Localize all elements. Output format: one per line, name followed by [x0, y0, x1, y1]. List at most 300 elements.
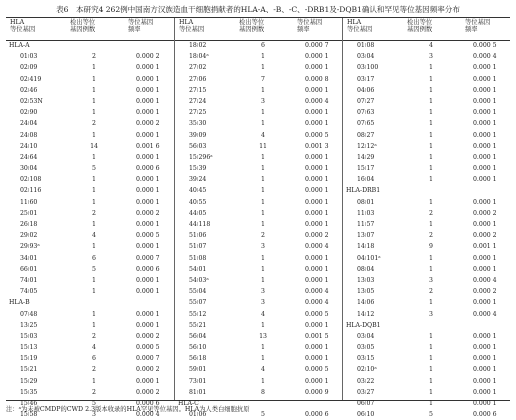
count-cell: 1 [429, 388, 433, 396]
allele-cell: 08∶04 [357, 265, 375, 273]
frequency-cell: 0.000 1 [473, 142, 497, 150]
allele-cell: 73∶01 [189, 377, 207, 385]
allele-cell: 51∶07 [189, 243, 207, 251]
table-row [343, 74, 511, 85]
table-row [175, 297, 343, 308]
count-cell: 5 [429, 411, 433, 419]
count-cell: 1 [429, 366, 433, 374]
count-cell: 1 [92, 243, 96, 251]
frequency-cell: 0.000 1 [136, 131, 160, 139]
allele-cell: 55∶21 [189, 321, 207, 329]
allele-cell: 51∶08 [189, 254, 207, 262]
count-cell: 3 [261, 243, 265, 251]
count-cell: 1 [261, 276, 265, 284]
allele-cell: 08∶01 [357, 198, 375, 206]
header-count: 检出等位 基因例数 [70, 19, 96, 34]
count-cell: 1 [92, 377, 96, 385]
count-cell: 1 [92, 176, 96, 184]
frequency-cell: 0.000 1 [136, 198, 160, 206]
frequency-cell: 0.000 1 [473, 344, 497, 352]
allele-cell: 03∶04 [357, 53, 375, 61]
allele-cell: 02∶116 [20, 187, 42, 195]
count-cell: 2 [92, 53, 96, 61]
header-allele: HLA 等位基因 [179, 19, 205, 34]
frequency-cell: 0.000 1 [473, 299, 497, 307]
allele-cell: 18∶04ᵃ [189, 53, 209, 61]
table-row [343, 286, 511, 297]
table-row [343, 241, 511, 252]
allele-cell: 55∶07 [189, 299, 207, 307]
header-allele: HLA 等位基因 [10, 19, 36, 34]
count-cell: 1 [261, 187, 265, 195]
frequency-cell: 0.000 4 [305, 299, 329, 307]
allele-cell: 55∶12 [189, 310, 207, 318]
allele-cell: 27∶15 [189, 86, 207, 94]
table-row [6, 342, 174, 353]
count-cell: 4 [261, 366, 265, 374]
allele-cell: 14∶18 [357, 243, 375, 251]
table-row [175, 74, 343, 85]
allele-cell: 13∶05 [357, 288, 375, 296]
table-row [6, 197, 174, 208]
allele-cell: 13∶07 [357, 232, 375, 240]
table-row [175, 62, 343, 73]
allele-cell: 74∶01 [20, 276, 38, 284]
frequency-cell: 0.000 1 [473, 165, 497, 173]
frequency-cell: 0.001 3 [305, 142, 329, 150]
table-row [6, 264, 174, 275]
allele-cell: 27∶06 [189, 75, 207, 83]
frequency-cell: 0.000 1 [305, 198, 329, 206]
allele-cell: 27∶24 [189, 97, 207, 105]
frequency-cell: 0.000 1 [473, 75, 497, 83]
allele-cell: 74∶05 [20, 288, 38, 296]
count-cell: 2 [429, 288, 433, 296]
frequency-cell: 0.000 1 [473, 388, 497, 396]
frequency-cell: 0.000 7 [136, 355, 160, 363]
count-cell: 7 [261, 75, 265, 83]
frequency-cell: 0.000 2 [136, 332, 160, 340]
frequency-cell: 0.000 9 [305, 388, 329, 396]
frequency-cell: 0.000 2 [136, 53, 160, 61]
count-cell: 4 [261, 131, 265, 139]
table-row [6, 241, 174, 252]
locus-label: HLA-DQB1 [346, 321, 381, 329]
allele-cell: 07∶63 [357, 109, 375, 117]
frequency-cell: 0.000 1 [305, 187, 329, 195]
table-row [6, 219, 174, 230]
count-cell: 1 [261, 321, 265, 329]
allele-cell: 02∶53N [20, 97, 43, 105]
allele-cell: 02∶90 [20, 109, 38, 117]
frequency-cell: 0.000 1 [305, 120, 329, 128]
count-cell: 2 [92, 388, 96, 396]
table-row [6, 62, 174, 73]
allele-cell: 03∶04 [357, 332, 375, 340]
allele-cell: 27∶25 [189, 109, 207, 117]
allele-cell: 07∶65 [357, 120, 375, 128]
allele-cell: 51∶06 [189, 232, 207, 240]
allele-cell: 15∶296ᵃ [189, 153, 213, 161]
frequency-cell: 0.000 2 [473, 209, 497, 217]
allele-cell: 15∶03 [20, 332, 38, 340]
count-cell: 6 [92, 254, 96, 262]
table-row [175, 208, 343, 219]
frequency-cell: 0.000 1 [473, 198, 497, 206]
frequency-cell: 0.000 4 [136, 411, 160, 419]
count-cell: 2 [92, 120, 96, 128]
table-row [6, 331, 174, 342]
count-cell: 2 [92, 332, 96, 340]
count-cell: 1 [429, 109, 433, 117]
allele-cell: 12∶12ᵃ [357, 142, 377, 150]
table-row [343, 297, 511, 308]
table-row [6, 163, 174, 174]
count-cell: 1 [261, 254, 265, 262]
frequency-cell: 0.000 1 [473, 64, 497, 72]
locus-label: HLA-DRB1 [346, 187, 381, 195]
frequency-cell: 0.000 1 [473, 97, 497, 105]
frequency-cell: 0.000 1 [473, 86, 497, 94]
count-cell: 1 [261, 53, 265, 61]
frequency-cell: 0.000 1 [136, 97, 160, 105]
column-rows [175, 40, 343, 420]
count-cell: 1 [261, 86, 265, 94]
allele-cell: 03∶15 [357, 355, 375, 363]
table-row [175, 320, 343, 331]
allele-cell: 55∶04 [189, 288, 207, 296]
table-row [175, 185, 343, 196]
count-cell: 1 [261, 165, 265, 173]
count-cell: 1 [429, 64, 433, 72]
count-cell: 6 [261, 42, 265, 49]
table-row [175, 51, 343, 62]
frequency-cell: 0.000 1 [136, 187, 160, 195]
count-cell: 1 [429, 120, 433, 128]
allele-cell: 02∶108 [20, 176, 42, 184]
allele-cell: 06∶07 [357, 400, 375, 407]
allele-cell: 03∶05 [357, 344, 375, 352]
frequency-cell: 0.000 2 [136, 209, 160, 217]
table-row [175, 174, 343, 185]
table-row [343, 219, 511, 230]
count-cell: 1 [429, 332, 433, 340]
allele-cell: 11∶60 [20, 198, 38, 206]
frequency-cell: 0.000 1 [305, 355, 329, 363]
count-cell: 1 [92, 153, 96, 161]
allele-cell: 15∶39 [189, 165, 207, 173]
allele-cell: 01∶06 [189, 411, 207, 419]
table-row [343, 51, 511, 62]
allele-cell: 15∶46 [20, 400, 38, 407]
table-row [343, 387, 511, 398]
count-cell: 3 [429, 276, 433, 284]
allele-cell: 06∶10 [357, 411, 375, 419]
count-cell: 1 [92, 221, 96, 228]
count-cell: 8 [261, 388, 265, 396]
table-row [175, 107, 343, 118]
frequency-cell: 0.000 1 [136, 153, 160, 161]
table-row [6, 152, 174, 163]
locus-group-row [343, 185, 511, 196]
count-cell: 1 [429, 198, 433, 206]
header-frequency: 等位基因 频率 [465, 19, 491, 34]
frequency-cell: 0.000 6 [136, 265, 160, 273]
table-row [343, 85, 511, 96]
count-cell: 1 [261, 209, 265, 217]
frequency-cell: 0.000 1 [136, 276, 160, 284]
frequency-cell: 0.000 1 [136, 243, 160, 251]
frequency-cell: 0.000 1 [136, 64, 160, 72]
allele-cell: 29∶02 [20, 232, 38, 240]
table-row [343, 353, 511, 364]
frequency-cell: 0.000 4 [305, 97, 329, 105]
count-cell: 1 [261, 64, 265, 72]
count-cell: 4 [429, 42, 433, 49]
table-row [175, 241, 343, 252]
allele-cell: 18∶02 [189, 42, 207, 49]
count-cell: 3 [429, 53, 433, 61]
table-row [343, 163, 511, 174]
table-row [6, 309, 174, 320]
count-cell: 13 [259, 332, 267, 340]
count-cell: 1 [92, 64, 96, 72]
frequency-cell: 0.000 1 [136, 377, 160, 385]
table-row [175, 253, 343, 264]
frequency-cell: 0.000 5 [305, 366, 329, 374]
table-row [6, 74, 174, 85]
count-cell: 2 [92, 366, 96, 374]
allele-cell: 03∶100 [357, 64, 379, 72]
table-row [6, 141, 174, 152]
column-header [6, 18, 174, 40]
frequency-cell: 0.000 4 [305, 288, 329, 296]
table-row [175, 152, 343, 163]
frequency-cell: 0.000 6 [473, 411, 497, 419]
table-row [175, 197, 343, 208]
allele-cell: 02∶09 [20, 64, 38, 72]
table-row [343, 376, 511, 387]
table-row [6, 118, 174, 129]
allele-cell: 56∶10 [189, 344, 207, 352]
allele-cell: 39∶09 [189, 131, 207, 139]
frequency-cell: 0.000 1 [305, 153, 329, 161]
count-cell: 1 [429, 344, 433, 352]
table-row [343, 152, 511, 163]
table-row [175, 118, 343, 129]
frequency-cell: 0.000 1 [305, 221, 329, 228]
allele-cell: 54∶01 [189, 265, 207, 273]
frequency-cell: 0.001 6 [136, 142, 160, 150]
table-row [175, 130, 343, 141]
table-row [175, 85, 343, 96]
table-row [175, 264, 343, 275]
table-row [175, 96, 343, 107]
frequency-cell: 0.000 4 [473, 276, 497, 284]
allele-cell: 04∶101ᵃ [357, 254, 381, 262]
table-row [343, 107, 511, 118]
table-row [175, 364, 343, 375]
allele-cell: 27∶02 [189, 64, 207, 72]
table-column-3 [342, 18, 511, 419]
allele-cell: 15∶13 [20, 344, 38, 352]
frequency-cell: 0.000 2 [305, 232, 329, 240]
allele-cell: 24∶10 [20, 142, 38, 150]
table-row [175, 40, 343, 51]
allele-cell: 07∶48 [20, 310, 38, 318]
count-cell: 2 [429, 209, 433, 217]
frequency-cell: 0.000 7 [136, 254, 160, 262]
count-cell: 11 [259, 142, 267, 150]
frequency-cell: 0.000 1 [473, 265, 497, 273]
table-row [343, 208, 511, 219]
count-cell: 1 [429, 377, 433, 385]
count-cell: 1 [92, 109, 96, 117]
table-row [343, 342, 511, 353]
count-cell: 3 [261, 288, 265, 296]
frequency-cell: 0.000 1 [136, 86, 160, 94]
table-row [343, 253, 511, 264]
frequency-cell: 0.000 1 [136, 176, 160, 184]
allele-cell: 15∶19 [20, 355, 38, 363]
allele-cell: 39∶24 [189, 176, 207, 184]
allele-cell: 40∶45 [189, 187, 207, 195]
allele-cell: 11∶57 [357, 221, 375, 228]
table-row [6, 320, 174, 331]
allele-cell: 02∶46 [20, 86, 38, 94]
count-cell: 1 [92, 321, 96, 329]
table-row [6, 230, 174, 241]
table-footnote: 注：ᵃ为未被CMDP的CWD 2.3版本收录的HLA罕见等位基因。HLA为人类白细胞抗原 [6, 406, 250, 413]
table-row [6, 96, 174, 107]
table-row [343, 197, 511, 208]
table-row [6, 174, 174, 185]
frequency-cell: 0.000 5 [305, 131, 329, 139]
allele-cell: 24∶04 [20, 120, 38, 128]
table-row [343, 309, 511, 320]
allele-cell: 03∶27 [357, 388, 375, 396]
count-cell: 6 [92, 355, 96, 363]
table-column-2 [174, 18, 343, 419]
allele-cell: 08∶27 [357, 131, 375, 139]
table-row [6, 253, 174, 264]
allele-cell: 24∶64 [20, 153, 38, 161]
locus-group-row [6, 40, 174, 51]
allele-cell: 56∶18 [189, 355, 207, 363]
header-frequency: 等位基因 频率 [128, 19, 154, 34]
count-cell: 1 [429, 265, 433, 273]
count-cell: 2 [261, 232, 265, 240]
frequency-cell: 0.000 1 [136, 109, 160, 117]
count-cell: 1 [429, 400, 433, 407]
frequency-cell: 0.000 1 [473, 366, 497, 374]
frequency-cell: 0.000 1 [305, 276, 329, 284]
count-cell: 14 [90, 142, 98, 150]
count-cell: 1 [261, 198, 265, 206]
allele-cell: 13∶03 [357, 276, 375, 284]
count-cell: 1 [261, 221, 265, 228]
allele-cell: 14∶12 [357, 310, 375, 318]
frequency-cell: 0.000 5 [305, 310, 329, 318]
frequency-cell: 0.000 1 [473, 377, 497, 385]
frequency-cell: 0.000 1 [305, 344, 329, 352]
frequency-cell: 0.000 2 [473, 232, 497, 240]
allele-cell: 02∶10ᵃ [357, 366, 377, 374]
frequency-cell: 0.000 6 [136, 165, 160, 173]
table-row [343, 264, 511, 275]
table-row [6, 208, 174, 219]
frequency-cell: 0.000 1 [136, 310, 160, 318]
table-row [343, 230, 511, 241]
table-row [175, 219, 343, 230]
frequency-cell: 0.000 1 [305, 321, 329, 329]
allele-cell: 66∶01 [20, 265, 38, 273]
count-cell: 9 [429, 243, 433, 251]
allele-cell: 14∶29 [357, 153, 375, 161]
frequency-cell: 0.000 1 [473, 153, 497, 161]
count-cell: 1 [261, 344, 265, 352]
frequency-cell: 0.000 1 [305, 176, 329, 184]
allele-cell: 15∶17 [357, 165, 375, 173]
frequency-cell: 0.000 1 [473, 400, 497, 407]
table-row [175, 163, 343, 174]
count-cell: 1 [261, 355, 265, 363]
count-cell: 4 [261, 310, 265, 318]
count-cell: 1 [92, 75, 96, 83]
count-cell: 1 [429, 355, 433, 363]
frequency-cell: 0.001 5 [305, 332, 329, 340]
frequency-cell: 0.000 1 [473, 120, 497, 128]
header-frequency: 等位基因 频率 [297, 19, 323, 34]
count-cell: 1 [92, 187, 96, 195]
count-cell: 5 [92, 400, 96, 407]
table-row [343, 130, 511, 141]
frequency-cell: 0.000 4 [473, 53, 497, 61]
frequency-cell: 0.000 1 [305, 109, 329, 117]
locus-label: HLA-C [178, 400, 199, 407]
column-header [343, 18, 511, 40]
allele-cell: 34∶01 [20, 254, 38, 262]
count-cell: 1 [92, 131, 96, 139]
allele-cell: 14∶06 [357, 299, 375, 307]
frequency-cell: 0.000 1 [473, 109, 497, 117]
frequency-cell: 0.000 1 [136, 221, 160, 228]
frequency-cell: 0.000 2 [136, 366, 160, 374]
column-header [175, 18, 343, 40]
table-row [6, 85, 174, 96]
allele-cell: 03∶17 [357, 75, 375, 83]
table-column-1 [6, 18, 174, 420]
locus-group-row [343, 320, 511, 331]
frequency-cell: 0.000 2 [136, 388, 160, 396]
allele-cell: 15∶58 [20, 411, 38, 419]
table-row [6, 185, 174, 196]
table-row [175, 342, 343, 353]
column-rows [343, 40, 511, 420]
frequency-cell: 0.000 1 [473, 176, 497, 184]
table-title: 表6 本研究4 262例中国南方汉族造血干细胞捐献者的HLA-A、-B、-C、-DRB1及-DQB1确认和罕见等位基因频率分布 [56, 5, 460, 14]
count-cell: 1 [429, 131, 433, 139]
allele-cell: 56∶03 [189, 142, 207, 150]
count-cell: 1 [429, 176, 433, 184]
allele-cell: 13∶25 [20, 321, 38, 329]
count-cell: 1 [92, 198, 96, 206]
allele-cell: 15∶35 [20, 388, 38, 396]
count-cell: 3 [92, 411, 96, 419]
table-row [175, 387, 343, 398]
frequency-cell: 0.000 1 [473, 131, 497, 139]
table-row [6, 51, 174, 62]
